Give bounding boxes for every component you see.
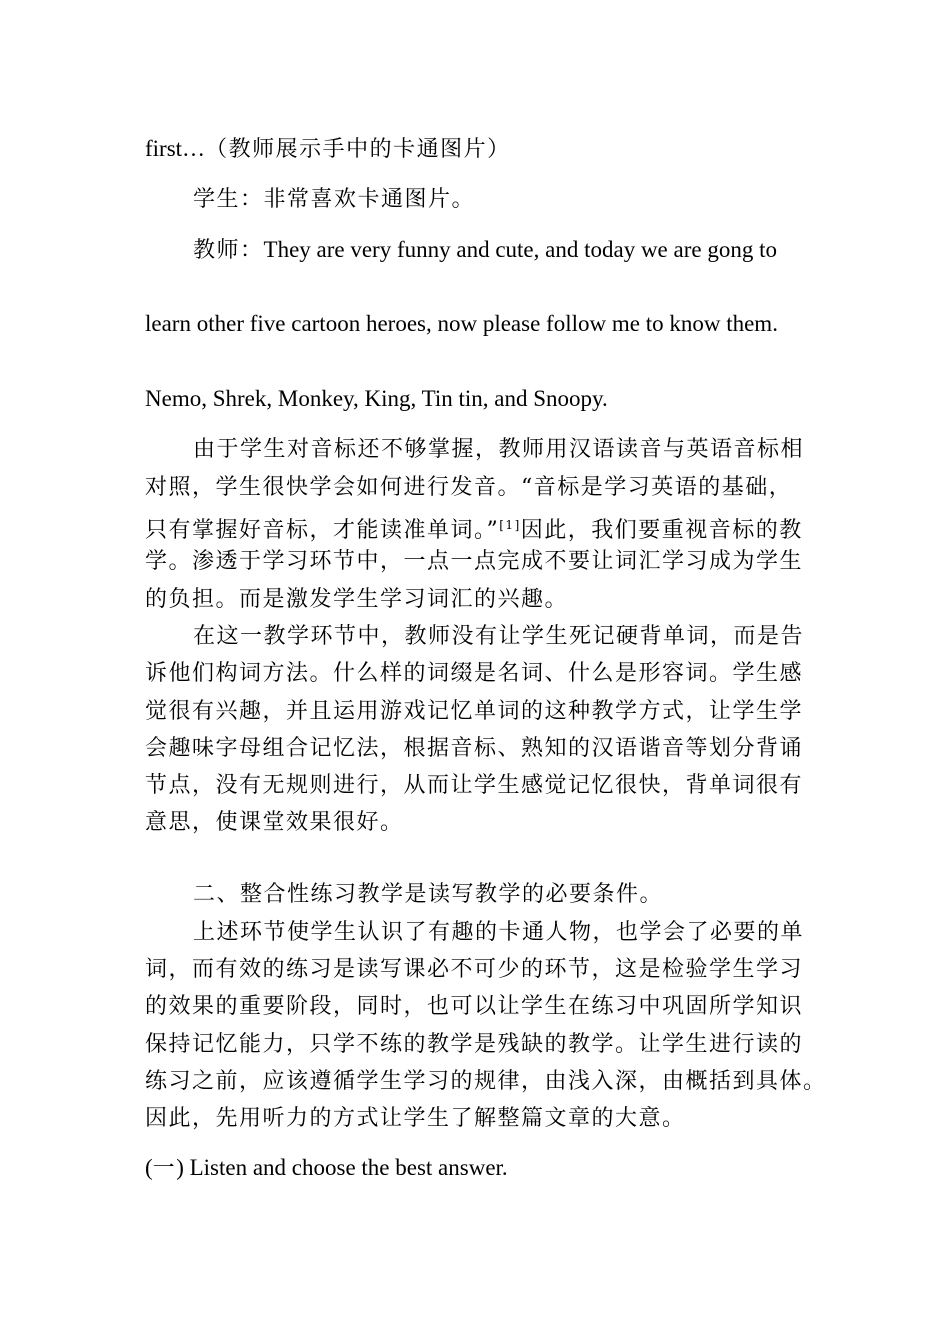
exercise-heading (145, 1153, 805, 1184)
line-teacher (193, 235, 805, 266)
para3-line1: 上述环节使学生认识了有趣的卡通人物，也学会了必要的单 (193, 920, 805, 945)
exercise-heading-number: 一 (152, 1156, 177, 1181)
line-first-en: first… (145, 136, 206, 161)
section-heading: 二、整合性练习教学是读写教学的必要条件。 (193, 882, 664, 907)
para2-line4: 会趣味字母组合记忆法，根据音标、熟知的汉语谐音等划分背诵 (145, 736, 804, 761)
line-names: Nemo, Shrek, Monkey, King, Tin tin, and Snoopy. (145, 386, 608, 411)
line-heroes: learn other five cartoon heroes, now please follow me to know them. (145, 311, 778, 336)
line-student: 学生：非常喜欢卡通图片。 (193, 187, 476, 212)
para2-line6: 意思，使课堂效果很好。 (145, 810, 404, 835)
line-teacher-en: They are very funny and cute, and today we are gong to (263, 237, 777, 262)
para1-line1: 由于学生对音标还不够掌握，教师用汉语读音与英语音标相 (193, 437, 805, 462)
exercise-heading-text: ) Listen and choose the best answer. (176, 1155, 508, 1180)
para2-line2: 诉他们构词方法。什么样的词缀是名词、什么是形容词。学生感 (145, 661, 804, 686)
para1-line4: 学。渗透于学习环节中，一点一点完成不要让词汇学习成为学生 (145, 549, 804, 574)
para1-line5: 的负担。而是激发学生学习词汇的兴趣。 (145, 587, 569, 612)
para3-line4: 保持记忆能力，只学不练的教学是残缺的教学。让学生进行读的 (145, 1032, 804, 1057)
para3-line5: 练习之前，应该遵循学生学习的规律，由浅入深，由概括到具体。 (145, 1069, 827, 1094)
para2-line5: 节点，没有无规则进行，从而让学生感觉记忆很快，背单词很有 (145, 773, 804, 798)
line-first (145, 134, 805, 165)
line-first-cn: （教师展示手中的卡通图片） (205, 137, 511, 162)
para3-line3: 的效果的重要阶段，同时，也可以让学生在练习中巩固所学知识 (145, 994, 804, 1019)
para1-line2: 对照，学生很快学会如何进行发音。“音标是学习英语的基础， (145, 475, 793, 500)
para3-line2: 词，而有效的练习是读写课必不可少的环节，这是检验学生学习 (145, 957, 804, 982)
line-teacher-cn: 教师： (193, 238, 264, 263)
para1-line3-a: 只有掌握好音标，才能读准单词。” (145, 518, 500, 543)
para2-line3: 觉很有兴趣，并且运用游戏记忆单词的这种教学方式，让学生学 (145, 699, 804, 724)
para1-line3 (145, 510, 805, 546)
para2-line1: 在这一教学环节中，教师没有让学生死记硬背单词，而是告 (193, 624, 805, 649)
para3-line6: 因此，先用听力的方式让学生了解整篇文章的大意。 (145, 1106, 686, 1131)
citation-ref: [1] (499, 518, 521, 532)
exercise-heading-open: ( (145, 1155, 153, 1180)
para1-line3-b: 因此，我们要重视音标的教 (520, 518, 803, 543)
